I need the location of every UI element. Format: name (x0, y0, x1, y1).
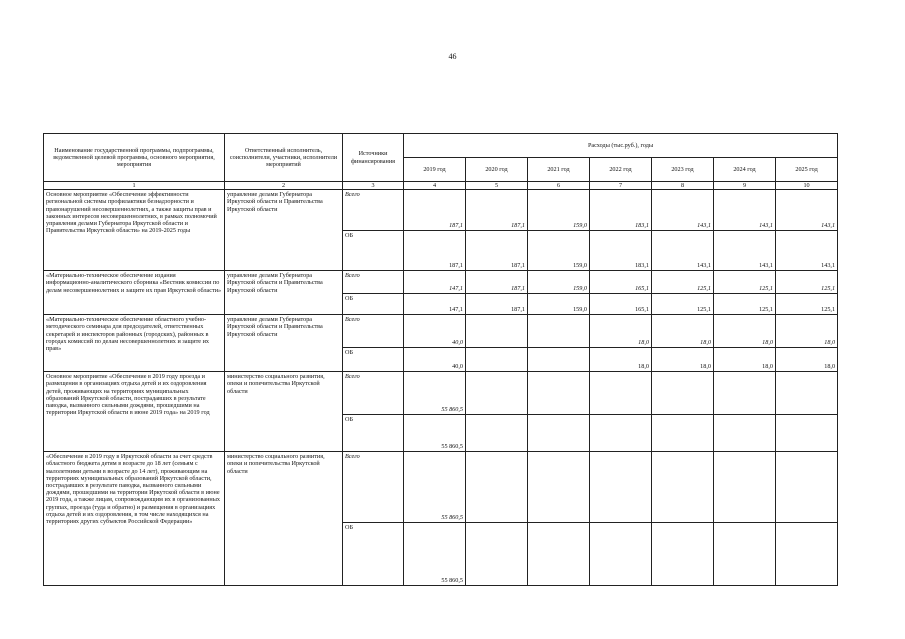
header-name: Наименование государственной программы, подпрограммы, ведомственной целевой программы, основного мероприятия, мероприятия (44, 134, 225, 182)
ob-value (528, 415, 590, 452)
ob-value: 18,0 (652, 348, 714, 372)
header-year: 2022 год (590, 158, 652, 182)
source-total-label: Всего (343, 315, 404, 348)
column-index: 6 (528, 182, 590, 190)
ob-value: 159,0 (528, 231, 590, 271)
total-value: 183,1 (590, 190, 652, 231)
total-value: 187,1 (466, 271, 528, 294)
ob-value: 55 860,5 (404, 523, 466, 586)
total-value: 125,1 (652, 271, 714, 294)
column-index: 8 (652, 182, 714, 190)
total-value (776, 372, 838, 415)
executor-name: управление делами Губернатора Иркутской области и Правительства Иркутской области (225, 271, 343, 315)
source-total-label: Всего (343, 372, 404, 415)
activity-name: «Обеспечение в 2019 году в Иркутской области за счет средств областного бюджета детям в возрасте до 18 лет (семьям с малолетними детьми в возрасте до 14 лет), проживающим на территориях муниципальных образований Иркутской области, пострадавших в результате паводка, вызванного сильными дождями, прошедшими на территории Иркутской области в июне 2019 года, а также лицам, сопровождающим их в организованных группах, проезда (туда и обратно) и размещения в организациях отдыха детей и их оздоровления, в том числе находящихся на территориях других субъектов Российской Федерации» (44, 452, 225, 586)
total-value (528, 372, 590, 415)
total-value (652, 452, 714, 523)
activity-name: «Материально-техническое обеспечение областного учебно-методического семинара для председателей, ответственных секретарей и инспекторов районных (городских), районных в городах комиссий по делам несовершеннолетних и защите их прав» (44, 315, 225, 372)
header-year: 2021 год (528, 158, 590, 182)
activity-name: Основное мероприятие «Обеспечение в 2019 году проезда и размещения в организациях отдыха детей и их оздоровления детей, проживающих на территориях муниципальных образований Иркутской области, пострадавших в результате паводка, вызванного сильными дождями, прошедшими на территории Иркутской области в июне 2019 года» на 2019 год (44, 372, 225, 452)
total-value: 40,0 (404, 315, 466, 348)
ob-value (714, 523, 776, 586)
executor-name: управление делами Губернатора Иркутской области и Правительства Иркутской области (225, 315, 343, 372)
ob-value: 18,0 (590, 348, 652, 372)
total-value (776, 452, 838, 523)
header-year: 2025 год (776, 158, 838, 182)
source-ob-label: ОБ (343, 294, 404, 315)
source-ob-label: ОБ (343, 348, 404, 372)
column-index: 4 (404, 182, 466, 190)
source-total-label: Всего (343, 271, 404, 294)
ob-value: 159,0 (528, 294, 590, 315)
total-value: 55 860,5 (404, 372, 466, 415)
total-value: 143,1 (714, 190, 776, 231)
ob-value: 40,0 (404, 348, 466, 372)
activity-name: «Материально-техническое обеспечение издания информационно-аналитического сборника «Вестник комиссии по делам несовершеннолетних и защите их прав Иркутской области» (44, 271, 225, 315)
table-row (44, 315, 838, 348)
header-year: 2020 год (466, 158, 528, 182)
ob-value (652, 415, 714, 452)
ob-value (652, 523, 714, 586)
total-value: 187,1 (404, 190, 466, 231)
column-index: 2 (225, 182, 343, 190)
header-executor: Ответственный исполнитель, соисполнители, участники, исполнители мероприятий (225, 134, 343, 182)
table-row (44, 372, 838, 415)
ob-value: 187,1 (404, 231, 466, 271)
total-value (714, 372, 776, 415)
table-row (44, 190, 838, 231)
ob-value: 143,1 (652, 231, 714, 271)
total-value: 18,0 (776, 315, 838, 348)
table-row (44, 271, 838, 294)
ob-value: 143,1 (714, 231, 776, 271)
ob-value: 143,1 (776, 231, 838, 271)
header-year: 2024 год (714, 158, 776, 182)
source-ob-label: ОБ (343, 523, 404, 586)
ob-value: 165,1 (590, 294, 652, 315)
header-source: Источники финансирования (343, 134, 404, 182)
table-row (44, 452, 838, 523)
ob-value: 187,1 (466, 294, 528, 315)
total-value (528, 452, 590, 523)
ob-value: 183,1 (590, 231, 652, 271)
total-value (714, 452, 776, 523)
total-value: 18,0 (714, 315, 776, 348)
ob-value (776, 415, 838, 452)
header-year: 2019 год (404, 158, 466, 182)
column-index: 7 (590, 182, 652, 190)
ob-value (528, 348, 590, 372)
total-value (528, 315, 590, 348)
total-value: 159,0 (528, 190, 590, 231)
header-year: 2023 год (652, 158, 714, 182)
ob-value: 18,0 (776, 348, 838, 372)
ob-value: 125,1 (776, 294, 838, 315)
source-total-label: Всего (343, 190, 404, 231)
column-index: 9 (714, 182, 776, 190)
column-index: 5 (466, 182, 528, 190)
ob-value: 55 860,5 (404, 415, 466, 452)
ob-value (714, 415, 776, 452)
budget-table (43, 133, 838, 586)
ob-value: 125,1 (652, 294, 714, 315)
total-value: 187,1 (466, 190, 528, 231)
total-value (652, 372, 714, 415)
column-index: 3 (343, 182, 404, 190)
total-value: 18,0 (590, 315, 652, 348)
ob-value (466, 348, 528, 372)
total-value: 125,1 (776, 271, 838, 294)
total-value (590, 452, 652, 523)
activity-name: Основное мероприятие «Обеспечение эффективности региональной системы профилактики безнадзорности и правонарушений несовершеннолетних, а также защиты прав и законных интересов несовершеннолетних, в рамках полномочий управления делами Губернатора Иркутской области и Правительства Иркутской области» на 2019-2025 годы (44, 190, 225, 271)
executor-name: управление делами Губернатора Иркутской области и Правительства Иркутской области (225, 190, 343, 271)
executor-name: министерство социального развития, опеки и попечительства Иркутской области (225, 372, 343, 452)
total-value: 18,0 (652, 315, 714, 348)
total-value (466, 315, 528, 348)
ob-value (590, 523, 652, 586)
total-value (466, 452, 528, 523)
ob-value: 125,1 (714, 294, 776, 315)
total-value: 159,0 (528, 271, 590, 294)
total-value: 125,1 (714, 271, 776, 294)
ob-value: 147,1 (404, 294, 466, 315)
total-value: 55 860,5 (404, 452, 466, 523)
header-expenses: Расходы (тыс.руб.), годы (404, 134, 838, 158)
ob-value (776, 523, 838, 586)
column-index: 1 (44, 182, 225, 190)
total-value: 165,1 (590, 271, 652, 294)
page-number: 46 (448, 52, 457, 61)
ob-value: 187,1 (466, 231, 528, 271)
ob-value (466, 523, 528, 586)
executor-name: министерство социального развития, опеки и попечительства Иркутской области (225, 452, 343, 586)
source-ob-label: ОБ (343, 231, 404, 271)
total-value: 147,1 (404, 271, 466, 294)
total-value: 143,1 (652, 190, 714, 231)
source-total-label: Всего (343, 452, 404, 523)
ob-value (528, 523, 590, 586)
ob-value: 18,0 (714, 348, 776, 372)
total-value (466, 372, 528, 415)
source-ob-label: ОБ (343, 415, 404, 452)
ob-value (466, 415, 528, 452)
ob-value (590, 415, 652, 452)
total-value: 143,1 (776, 190, 838, 231)
total-value (590, 372, 652, 415)
column-index: 10 (776, 182, 838, 190)
